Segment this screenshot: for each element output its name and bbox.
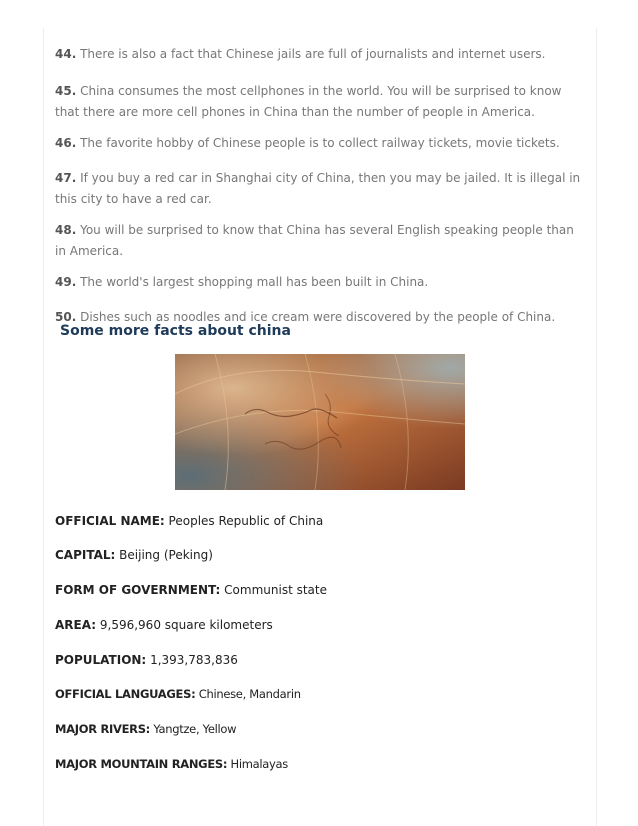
fact-number: 50.	[55, 310, 77, 324]
info-value: Peoples Republic of China	[168, 514, 324, 528]
fact-item	[55, 133, 583, 154]
info-key: MAJOR RIVERS:	[55, 722, 150, 736]
info-languages	[55, 686, 301, 702]
info-rivers	[55, 721, 236, 737]
section-title: Some more facts about china	[60, 323, 291, 339]
info-key: FORM OF GOVERNMENT:	[55, 583, 221, 597]
fact-text: If you buy a red car in Shanghai city of China, then you may be jailed. It is illegal in this city to have a red car.	[55, 171, 581, 206]
info-key: AREA:	[55, 618, 97, 632]
fact-text: The world's largest shopping mall has been built in China.	[80, 275, 429, 289]
info-value: Beijing (Peking)	[119, 548, 213, 562]
fact-item	[55, 220, 583, 262]
fact-item	[55, 81, 583, 123]
fact-number: 46.	[55, 136, 77, 150]
fact-text: There is also a fact that Chinese jails are full of journalists and internet users.	[80, 47, 546, 61]
info-value: Chinese, Mandarin	[198, 687, 301, 701]
fact-number: 48.	[55, 223, 77, 237]
info-key: OFFICIAL NAME:	[55, 514, 165, 528]
info-capital	[55, 547, 213, 563]
info-value: Communist state	[224, 583, 327, 597]
info-official-name	[55, 513, 323, 529]
fact-item	[55, 168, 583, 210]
fact-number: 45.	[55, 84, 77, 98]
info-key: CAPITAL:	[55, 548, 116, 562]
fact-number: 44.	[55, 47, 77, 61]
fact-text: Dishes such as noodles and ice cream were discovered by the people of China.	[80, 310, 556, 324]
fact-text: China consumes the most cellphones in the world. You will be surprised to know that there are more cell phones in China than the number of people in America.	[55, 84, 562, 119]
globe-map-photo-icon	[175, 354, 465, 490]
fact-item	[55, 272, 583, 293]
fact-number: 47.	[55, 171, 77, 185]
fact-number: 49.	[55, 275, 77, 289]
info-key: POPULATION:	[55, 653, 147, 667]
info-value: Himalayas	[230, 757, 288, 771]
fact-text: The favorite hobby of Chinese people is to collect railway tickets, movie tickets.	[80, 136, 560, 150]
info-value: Yangtze, Yellow	[153, 722, 237, 736]
info-key: OFFICIAL LANGUAGES:	[55, 687, 196, 701]
info-value: 1,393,783,836	[150, 653, 238, 667]
info-area	[55, 617, 273, 633]
globe-map-image	[175, 354, 465, 490]
info-population	[55, 652, 238, 668]
fact-text: You will be surprised to know that China has several English speaking people than in America.	[55, 223, 574, 258]
info-government	[55, 582, 327, 598]
info-mountains	[55, 756, 288, 772]
fact-item	[55, 44, 583, 65]
info-value: 9,596,960 square kilometers	[99, 618, 273, 632]
info-key: MAJOR MOUNTAIN RANGES:	[55, 757, 228, 771]
